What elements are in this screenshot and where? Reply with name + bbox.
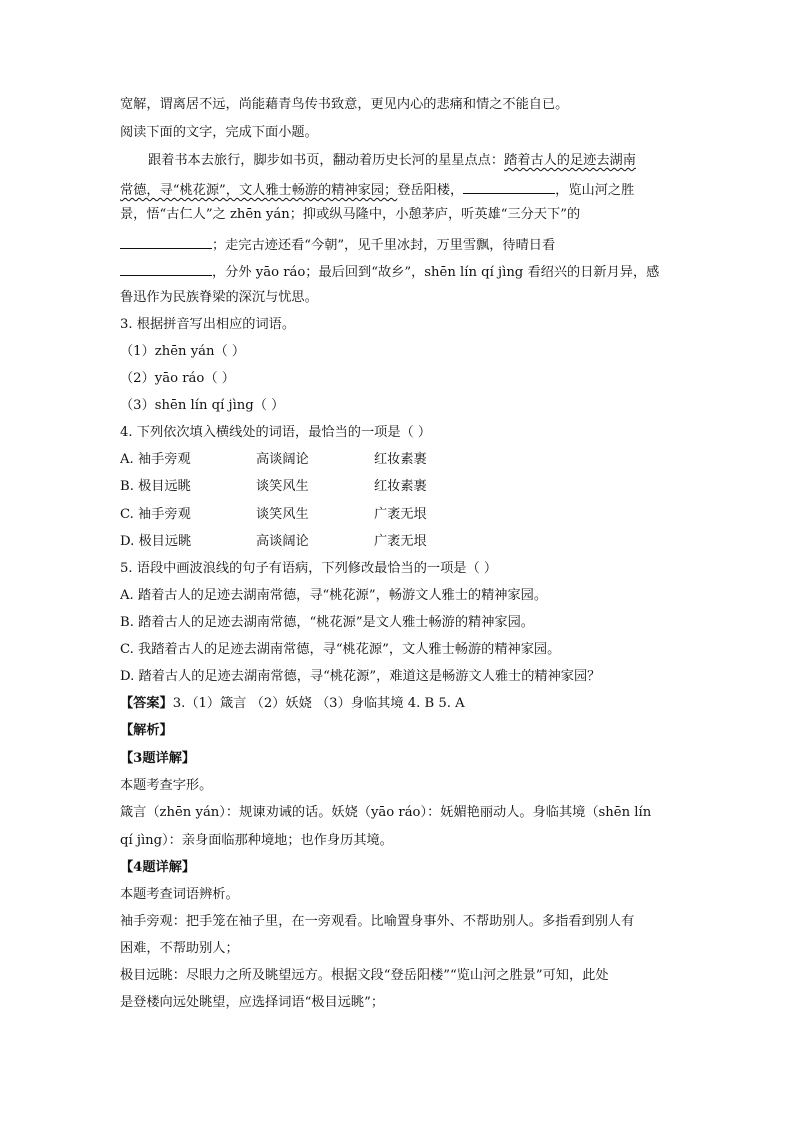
passage-text: 登岳阳楼，: [397, 183, 464, 198]
passage-text: ，览山河之胜: [555, 183, 635, 198]
question-5: 5. 语段中画波浪线的句子有语病，下列修改最恰当的一项是（ ）: [120, 561, 498, 576]
fill-blank-2: [120, 234, 212, 249]
analysis-text: 袖手旁观：把手笼在袖子里，在一旁观看。比喻置身事外、不帮助别人。多指看到别人有: [120, 914, 635, 929]
passage-text: 跟着书本去旅行，脚步如书页，翻动着历史长河的星星点点：: [148, 153, 505, 168]
option-label: C. 袖手旁观: [120, 507, 191, 522]
wavy-underlined-sentence: 踏着古人的足迹去湖南: [504, 153, 636, 168]
reading-instruction: 阅读下面的文字，完成下面小题。: [120, 125, 318, 140]
passage-line: [148, 152, 708, 170]
option-word: 高谈阔论: [256, 534, 309, 549]
option-word: 谈笑风生: [256, 507, 309, 522]
passage-line: 景，悟“古仁人”之 zhēn yán；抑或纵马隆中，小憩茅庐，听英雄“三分天下”的: [120, 207, 581, 222]
option-word: 广袤无垠: [374, 534, 427, 549]
option-word: 广袤无垠: [374, 507, 427, 522]
question-5-option: D. 踏着古人的足迹去湖南常德，寻“桃花源”，难道这是畅游文人雅士的精神家园？: [120, 669, 601, 684]
question-3-item: （3）shēn lín qí jìng（ ）: [120, 398, 285, 413]
analysis-text: 本题考查词语辨析。: [120, 887, 239, 902]
question-3-item: （2）yāo ráo（ ）: [120, 371, 235, 386]
question-4-option: [120, 506, 680, 524]
text-line: 宽解，谓离居不远，尚能藉青鸟传书致意，更见内心的悲痛和情之不能自已。: [120, 97, 569, 112]
question-4-option: [120, 451, 680, 469]
question-3-item: （1）zhēn yán（ ）: [120, 344, 246, 359]
passage-text: ；走完古迹还看“今朝”，见千里冰封，万里雪飘，待晴日看: [212, 238, 556, 253]
passage-line: [120, 234, 680, 252]
section-heading: 【3题详解】: [120, 751, 196, 766]
question-4-option: [120, 478, 680, 496]
option-word: 高谈阔论: [256, 452, 309, 467]
option-label: D. 极目远眺: [120, 534, 192, 549]
option-word: 红妆素裹: [374, 452, 427, 467]
passage-line: [120, 179, 680, 197]
question-5-option: A. 踏着古人的足迹去湖南常德，寻“桃花源”，畅游文人雅士的精神家园。: [120, 588, 548, 603]
option-word: 谈笑风生: [256, 479, 309, 494]
answer-tag: 【答案】: [120, 696, 173, 711]
analysis-text: 困难，不帮助别人；: [120, 941, 239, 956]
option-label: A. 袖手旁观: [120, 452, 191, 467]
wavy-underlined-sentence: 常德，寻“桃花源”，文人雅士畅游的精神家园；: [120, 183, 398, 198]
question-5-option: B. 踏着古人的足迹去湖南常德，“桃花源”是文人雅士畅游的精神家园。: [120, 615, 534, 630]
passage-text: ，分外 yāo ráo；最后回到“故乡”，shēn lín qí jìng 看绍兴的日新月异，感: [212, 265, 660, 280]
passage-line: 鲁迅作为民族脊梁的深沉与忧思。: [120, 290, 318, 305]
analysis-tag: 【解析】: [120, 723, 173, 738]
analysis-text: qí jìng）：亲身面临那种境地；也作身历其境。: [120, 833, 393, 848]
question-3: 3. 根据拼音写出相应的词语。: [120, 317, 296, 332]
passage-line: [120, 261, 680, 279]
section-heading: 【4题详解】: [120, 860, 196, 875]
fill-blank-3: [120, 261, 212, 276]
analysis-text: 本题考查字形。: [120, 778, 213, 793]
question-5-option: C. 我踏着古人的足迹去湖南常德，寻“桃花源”，文人雅士畅游的精神家园。: [120, 642, 561, 657]
option-word: 红妆素裹: [374, 479, 427, 494]
answer-line: [120, 695, 680, 713]
question-4-option: [120, 533, 680, 551]
question-4: 4. 下列依次填入横线处的词语，最恰当的一项是（ ）: [120, 425, 432, 440]
analysis-text: 极目远眺：尽眼力之所及眺望远方。根据文段“登岳阳楼”“览山河之胜景”可知，此处: [120, 968, 609, 983]
analysis-text: 是登楼向远处眺望，应选择词语“极目远眺”；: [120, 995, 385, 1010]
fill-blank-1: [463, 179, 555, 194]
option-label: B. 极目远眺: [120, 479, 191, 494]
analysis-text: 箴言（zhēn yán）：规谏劝诫的话。妖娆（yāo ráo）：妩媚艳丽动人。身临其境（shēn lín: [120, 805, 652, 820]
answer-text: 3.（1）箴言 （2）妖娆 （3）身临其境 4. B 5. A: [172, 696, 465, 711]
